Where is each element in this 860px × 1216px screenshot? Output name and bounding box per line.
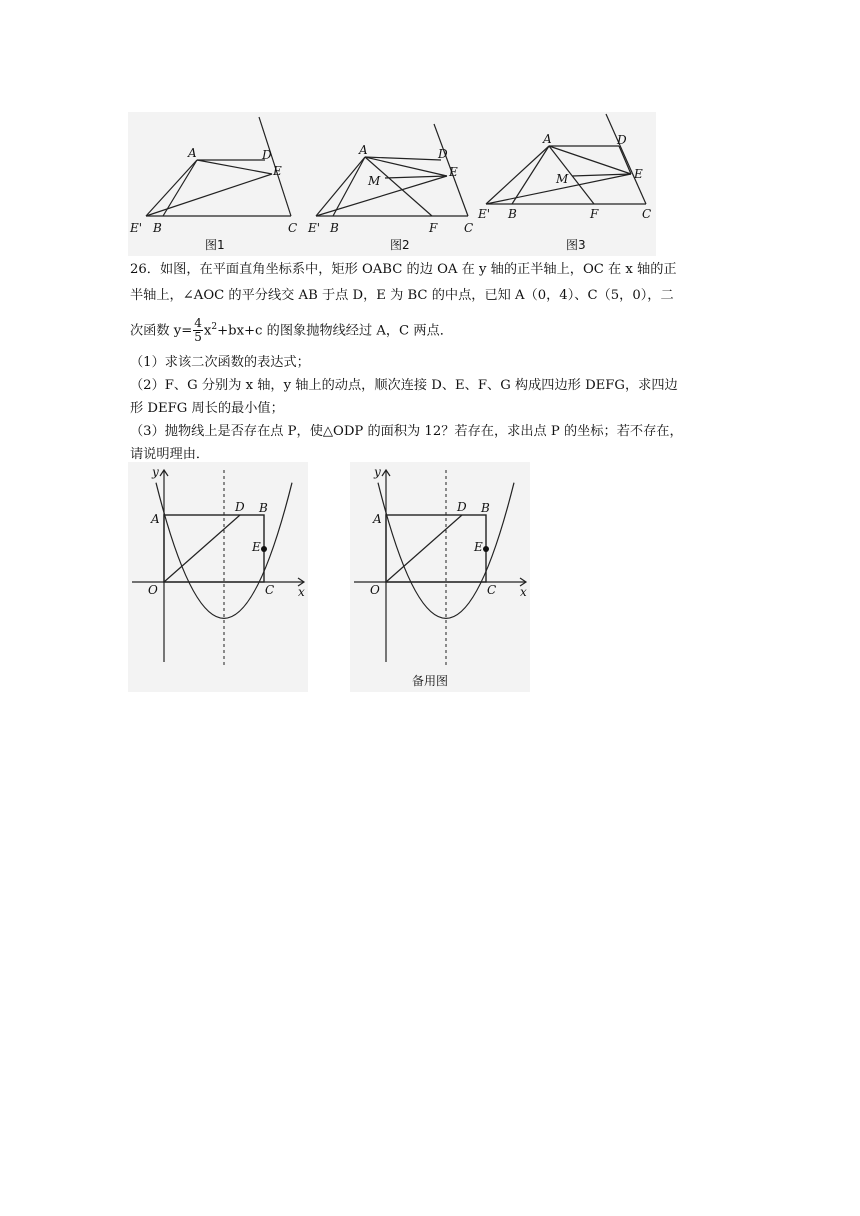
fig2-label-b: B <box>330 221 339 235</box>
label-c: C <box>487 583 497 597</box>
label-d: D <box>235 500 245 514</box>
top-figures-panel <box>128 112 656 256</box>
fig2-line-m-e <box>385 176 447 178</box>
label-d: D <box>457 500 467 514</box>
label-b: B <box>481 501 490 515</box>
label-x: x <box>298 585 305 599</box>
coordinate-graph-spare <box>350 462 530 692</box>
label-y: y <box>374 465 381 479</box>
fig2-label-e: E <box>449 165 458 179</box>
fig3-label-d: D <box>617 133 627 147</box>
top-figures-svg <box>128 112 656 256</box>
label-y: y <box>152 465 159 479</box>
fig2-label-f: F <box>429 221 438 235</box>
fig3-label-e-prime: E' <box>478 207 491 221</box>
label-o: O <box>370 583 380 597</box>
fraction-numerator: 4 <box>194 316 202 331</box>
question-3-line-2: 请说明理由． <box>130 447 210 462</box>
label-c: C <box>265 583 275 597</box>
fig2-label-a: A <box>359 143 368 157</box>
fig3-label-a: A <box>543 132 552 146</box>
problem-line-1: 26．如图，在平面直角坐标系中，矩形 OABC 的边 OA 在 y 轴的正半轴上，OC 在 x 轴的正 <box>130 262 677 277</box>
question-2-line-2: 形 DEFG 周长的最小值； <box>130 401 284 416</box>
coordinate-graph-main <box>128 462 308 692</box>
fig1-label-d: D <box>262 148 272 162</box>
question-3-line-1: （3）抛物线上是否存在点 P，使△ODP 的面积为 12？若存在，求出点 P 的坐标；若不存在， <box>130 424 683 439</box>
fig3-label-e: E <box>634 167 643 181</box>
graph-spare-svg <box>350 462 530 692</box>
problem-line-2: 半轴上，∠AOC 的平分线交 AB 于点 D，E 为 BC 的中点，已知 A（0，4）、C（5，0），二 <box>130 288 674 303</box>
fig2-caption: 图2 <box>390 238 410 252</box>
fig1-label-a: A <box>188 146 197 160</box>
question-2-line-1: （2）F、G 分别为 x 轴，y 轴上的动点，顺次连接 D、E、F、G 构成四边形 DEFG，求四边 <box>130 378 678 393</box>
label-a: A <box>151 512 160 526</box>
fig1-label-e: E <box>273 164 282 178</box>
problem-line-3-prefix: 次函数 y= <box>130 323 193 339</box>
fig3-line-c-slant <box>606 114 646 204</box>
label-e: E <box>252 540 261 554</box>
label-x: x <box>520 585 527 599</box>
fig1-caption: 图1 <box>205 238 225 252</box>
fig3-caption: 图3 <box>566 238 586 252</box>
problem-line-3-exponent: 2 <box>211 322 218 332</box>
fig2-line-b-a <box>333 157 365 216</box>
fig1-line-a-e <box>197 160 272 174</box>
point-e-dot <box>261 546 267 552</box>
graph-main-background <box>128 462 308 692</box>
fig2-line-e-a <box>316 157 365 216</box>
fig2-label-c: C <box>464 221 474 235</box>
fig1-label-c: C <box>288 221 298 235</box>
fig1-label-b: B <box>153 221 162 235</box>
problem-line-3-x: x <box>203 323 212 339</box>
question-1: （1）求该二次函数的表达式； <box>130 355 310 370</box>
fig3-label-m: M <box>556 172 569 186</box>
fraction-coefficient <box>193 317 203 344</box>
label-b: B <box>259 501 268 515</box>
fig3-label-c: C <box>642 207 652 221</box>
graph-main-svg <box>128 462 308 692</box>
fig3-label-b: B <box>508 207 517 221</box>
problem-line-3-suffix: +bx+c 的图象抛物线经过 A，C 两点． <box>217 323 453 339</box>
fig3-line-a-e <box>549 146 631 174</box>
label-o: O <box>148 583 158 597</box>
fig2-label-m: M <box>368 174 381 188</box>
fraction-denominator: 5 <box>194 330 202 345</box>
label-a: A <box>373 512 382 526</box>
fig2-label-d: D <box>438 147 448 161</box>
fig1-line-b-a <box>163 160 197 216</box>
fig1-label-e-prime: E' <box>130 221 143 235</box>
label-e: E <box>474 540 483 554</box>
fig3-label-f: F <box>590 207 599 221</box>
graph-spare-background <box>350 462 530 692</box>
spare-figure-caption: 备用图 <box>412 674 449 688</box>
problem-line-3 <box>130 310 453 348</box>
point-e-dot <box>483 546 489 552</box>
fig3-line-d-e <box>619 146 631 174</box>
fig2-label-e-prime: E' <box>308 221 321 235</box>
